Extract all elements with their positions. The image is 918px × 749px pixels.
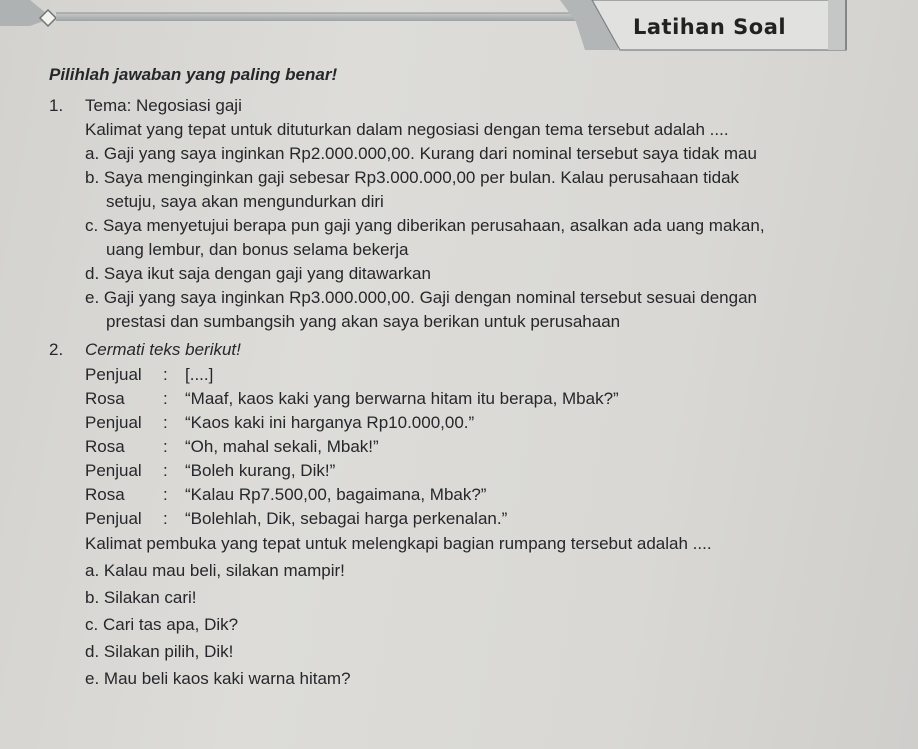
option-text: Saya menyetujui berapa pun gaji yang diberikan perusahaan, asalkan ada uang makan, — [102, 216, 765, 235]
q2-option-b[interactable] — [85, 588, 197, 608]
dialog-line — [85, 365, 213, 385]
dialog-colon: : — [163, 389, 168, 408]
dialog-speaker: Rosa — [85, 389, 125, 408]
q1-option-c-continued: uang lembur, dan bonus selama bekerja — [106, 240, 409, 259]
q1-option-c[interactable] — [85, 216, 765, 236]
dialog-line — [85, 461, 335, 481]
option-letter: c. — [85, 216, 99, 235]
dialog-colon: : — [163, 485, 168, 504]
dialog-speaker: Rosa — [85, 437, 125, 456]
option-letter: b. — [85, 588, 100, 607]
option-letter: e. — [85, 288, 100, 307]
q1-option-b-continued: setuju, saya akan mengundurkan diri — [106, 192, 384, 211]
option-text: Kalau mau beli, silakan mampir! — [103, 561, 345, 580]
question-prompt: Cermati teks berikut! — [85, 340, 241, 359]
q2-option-c[interactable] — [85, 615, 238, 635]
dialog-text: “Boleh kurang, Dik!” — [185, 461, 336, 480]
banner-bar — [56, 13, 576, 21]
page-title: Latihan Soal — [633, 15, 787, 39]
option-letter: a. — [85, 144, 100, 163]
dialog-colon: : — [163, 413, 168, 432]
dialog-text: “Kalau Rp7.500,00, bagaimana, Mbak?” — [185, 485, 487, 504]
dialog-line — [85, 437, 379, 457]
dialog-text: “Kaos kaki ini harganya Rp10.000,00.” — [185, 413, 475, 432]
q2-option-a[interactable] — [85, 561, 345, 581]
dialog-line — [85, 509, 507, 529]
option-text: Gaji yang saya inginkan Rp2.000.000,00. Kurang dari nominal tersebut saya tidak mau — [103, 144, 757, 163]
question-topic: Tema: Negosiasi gaji — [85, 96, 242, 115]
dialog-colon: : — [163, 437, 168, 456]
instruction-heading: Pilihlah jawaban yang paling benar! — [49, 65, 338, 84]
option-letter: d. — [85, 264, 100, 283]
dialog-text: [....] — [185, 365, 214, 384]
dialog-text: “Oh, mahal sekali, Mbak!” — [185, 437, 379, 456]
option-text: Mau beli kaos kaki warna hitam? — [103, 669, 351, 688]
title-plate-edge — [828, 0, 846, 50]
option-text: Silakan pilih, Dik! — [103, 642, 234, 661]
option-text: Gaji yang saya inginkan Rp3.000.000,00. Gaji dengan nominal tersebut sesuai dengan — [103, 288, 757, 307]
option-letter: e. — [85, 669, 100, 688]
question-2-stem: Kalimat pembuka yang tepat untuk melengkapi bagian rumpang tersebut adalah .... — [85, 534, 712, 553]
dialog-speaker: Penjual — [85, 461, 142, 480]
header-banner — [0, 0, 918, 58]
q2-option-d[interactable] — [85, 642, 233, 662]
q1-option-a[interactable] — [85, 144, 757, 164]
dialog-line — [85, 485, 486, 505]
option-letter: a. — [85, 561, 100, 580]
dialog-speaker: Penjual — [85, 365, 142, 384]
q1-option-e-continued: prestasi dan sumbangsih yang akan saya berikan untuk perusahaan — [106, 312, 621, 331]
q1-option-b[interactable] — [85, 168, 739, 188]
option-letter: c. — [85, 615, 99, 634]
dialog-line — [85, 413, 474, 433]
dialog-speaker: Penjual — [85, 509, 142, 528]
dialog-colon: : — [163, 365, 168, 384]
question-1-stem: Kalimat yang tepat untuk dituturkan dalam negosiasi dengan tema tersebut adalah .... — [85, 120, 729, 139]
dialog-text: “Maaf, kaos kaki yang berwarna hitam itu berapa, Mbak?” — [185, 389, 619, 408]
question-number: 1. — [49, 96, 64, 115]
dialog-line — [85, 389, 619, 409]
q1-option-e[interactable] — [85, 288, 757, 308]
option-text: Cari tas apa, Dik? — [102, 615, 239, 634]
option-text: Silakan cari! — [103, 588, 197, 607]
question-number: 2. — [49, 340, 64, 359]
q1-option-d[interactable] — [85, 264, 431, 284]
dialog-speaker: Penjual — [85, 413, 142, 432]
q2-option-e[interactable] — [85, 669, 351, 689]
option-letter: b. — [85, 168, 100, 187]
question-2-prompt — [49, 340, 241, 360]
dialog-colon: : — [163, 461, 168, 480]
option-text: Saya menginginkan gaji sebesar Rp3.000.000,00 per bulan. Kalau perusahaan tidak — [103, 168, 740, 187]
option-text: Saya ikut saja dengan gaji yang ditawarkan — [103, 264, 431, 283]
dialog-speaker: Rosa — [85, 485, 125, 504]
question-1-topic — [49, 96, 242, 116]
dialog-colon: : — [163, 509, 168, 528]
option-letter: d. — [85, 642, 100, 661]
dialog-text: “Bolehlah, Dik, sebagai harga perkenalan.” — [185, 509, 508, 528]
